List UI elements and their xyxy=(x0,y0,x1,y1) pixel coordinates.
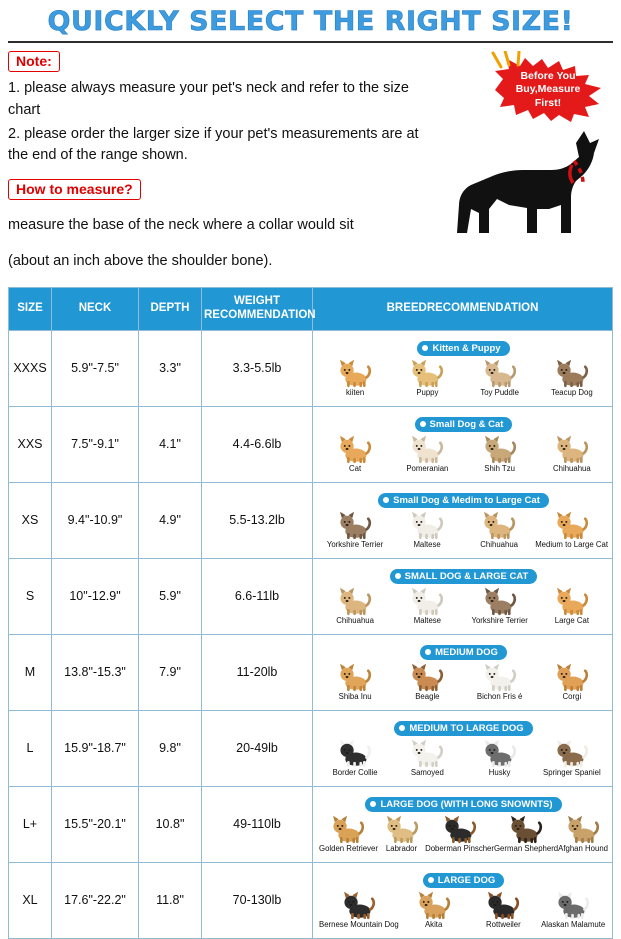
chihuahua-icon xyxy=(337,586,373,616)
yorkshire-terrier-icon xyxy=(337,510,373,540)
breed-item xyxy=(536,738,608,777)
breed-label: Bernese Mountain Dog xyxy=(319,919,399,929)
cell-size: XXXS xyxy=(9,330,52,406)
breed-label: Shiba Inu xyxy=(338,691,372,701)
rottweiler-icon xyxy=(485,890,521,920)
breed-list xyxy=(319,586,608,625)
breed-label: Large Cat xyxy=(554,615,589,625)
breed-label: Afghan Hound xyxy=(558,843,608,853)
breed-label: Yorkshire Terrier xyxy=(326,539,384,549)
breed-list xyxy=(319,814,608,853)
malamute-icon xyxy=(555,890,591,920)
beagle-icon xyxy=(409,662,445,692)
header-breed: BREEDRECOMMENDATION xyxy=(313,288,613,331)
cell-neck: 7.5"-9.1" xyxy=(52,406,139,482)
breed-item xyxy=(391,434,463,473)
breed-item xyxy=(319,814,378,853)
cell-breed-recommendation xyxy=(313,482,613,558)
breed-item xyxy=(536,662,608,701)
note-section xyxy=(8,51,613,273)
table-row xyxy=(9,406,613,482)
breed-label: Corgi xyxy=(562,691,582,701)
cell-breed-recommendation xyxy=(313,330,613,406)
bernese-icon xyxy=(341,890,377,920)
breed-list xyxy=(319,738,608,777)
breed-label: Rottweiler xyxy=(486,919,521,929)
yorkshire-terrier-icon xyxy=(482,586,518,616)
cell-neck: 10"-12.9" xyxy=(52,558,139,634)
samoyed-icon xyxy=(409,738,445,768)
table-row xyxy=(9,330,613,406)
afghan-hound-icon xyxy=(565,814,601,844)
cell-size: XL xyxy=(9,862,52,938)
badge-line-1: Before You xyxy=(520,70,576,83)
cell-depth: 7.9" xyxy=(139,634,202,710)
breed-label: Beagle xyxy=(415,691,440,701)
breed-item xyxy=(319,662,391,701)
german-shepherd-icon xyxy=(508,814,544,844)
breed-item xyxy=(536,586,608,625)
cell-weight: 11-20lb xyxy=(202,634,313,710)
measure-first-badge xyxy=(489,57,607,123)
cell-weight: 70-130lb xyxy=(202,862,313,938)
breed-list xyxy=(319,662,608,701)
breed-label: Samoyed xyxy=(410,767,444,777)
breed-list xyxy=(319,434,608,473)
breed-item xyxy=(535,510,608,549)
breed-label: Husky xyxy=(488,767,511,777)
breed-item xyxy=(469,890,539,929)
breed-label: Puppy xyxy=(416,387,439,397)
pill-dot-icon xyxy=(422,345,428,351)
pomeranian-icon xyxy=(409,434,445,464)
breed-label: Springer Spaniel xyxy=(543,767,601,777)
breed-item xyxy=(494,814,558,853)
breed-item xyxy=(538,890,608,929)
cell-depth: 11.8" xyxy=(139,862,202,938)
how-line-1: measure the base of the neck where a collar would sit xyxy=(8,216,354,233)
dog-silhouette-icon xyxy=(433,113,613,243)
cell-breed-recommendation xyxy=(313,786,613,862)
breed-item xyxy=(464,358,536,397)
breed-item xyxy=(391,662,463,701)
breed-label: Cat xyxy=(349,463,362,473)
pill-dot-icon xyxy=(370,801,376,807)
page-title: QUICKLY SELECT THE RIGHT SIZE! xyxy=(47,6,574,37)
maltese-icon xyxy=(409,586,445,616)
badge-line-2: Buy,Measure xyxy=(515,83,581,96)
cell-neck: 17.6"-22.2" xyxy=(52,862,139,938)
breed-item xyxy=(319,358,391,397)
pill-dot-icon xyxy=(399,725,405,731)
breed-label: Yorkshire Terrier xyxy=(471,615,528,625)
how-to-measure-tag: How to measure? xyxy=(8,179,141,200)
breed-category-label: LARGE DOG (WITH LONG SNOWNTS) xyxy=(380,798,553,810)
breed-item xyxy=(536,358,608,397)
husky-icon xyxy=(482,738,518,768)
poodle-icon xyxy=(482,358,518,388)
breed-item xyxy=(378,814,425,853)
doberman-icon xyxy=(442,814,478,844)
header-size: SIZE xyxy=(9,288,52,331)
breed-list xyxy=(319,358,608,397)
cell-breed-recommendation xyxy=(313,406,613,482)
cat-icon xyxy=(337,358,373,388)
breed-category-pill xyxy=(394,721,532,736)
cell-neck: 15.9"-18.7" xyxy=(52,710,139,786)
cell-neck: 5.9"-7.5" xyxy=(52,330,139,406)
breed-item xyxy=(463,510,535,549)
table-row xyxy=(9,634,613,710)
shiba-inu-icon xyxy=(337,662,373,692)
breed-category-pill xyxy=(417,341,509,356)
breed-label: Pomeranian xyxy=(406,463,449,473)
breed-label: Bichon Fris é xyxy=(476,691,523,701)
breed-item xyxy=(391,738,463,777)
breed-category-label: Small Dog & Medim to Large Cat xyxy=(393,494,540,506)
breed-item xyxy=(319,890,399,929)
breed-label: Chihuahua xyxy=(336,615,374,625)
breed-item xyxy=(319,510,391,549)
pill-dot-icon xyxy=(420,421,426,427)
pill-dot-icon xyxy=(425,649,431,655)
cell-neck: 9.4"-10.9" xyxy=(52,482,139,558)
breed-category-label: SMALL DOG & LARGE CAT xyxy=(404,570,529,582)
breed-category-pill xyxy=(415,417,513,432)
breed-item xyxy=(425,814,494,853)
breed-label: Maltese xyxy=(413,615,442,625)
how-to-measure-body xyxy=(8,215,448,273)
cell-depth: 9.8" xyxy=(139,710,202,786)
note-line-1: 1. please always measure your pet's neck and refer to the size chart xyxy=(8,80,409,118)
labrador-icon xyxy=(384,814,420,844)
table-body xyxy=(9,330,613,938)
breed-label: Alaskan Malamute xyxy=(541,919,606,929)
breed-item xyxy=(464,586,536,625)
breed-label: German Shepherd xyxy=(493,843,559,853)
note-line-2: 2. please order the larger size if your pet's measurements are at the end of the range shown. xyxy=(8,125,419,164)
cell-weight: 6.6-11lb xyxy=(202,558,313,634)
maltese-icon xyxy=(409,510,445,540)
breed-label: Chihuahua xyxy=(480,539,519,549)
cat-icon xyxy=(554,510,590,540)
table-row xyxy=(9,786,613,862)
shih-tzu-icon xyxy=(482,434,518,464)
breed-category-label: MEDIUM DOG xyxy=(435,646,498,658)
cell-depth: 4.1" xyxy=(139,406,202,482)
akita-icon xyxy=(416,890,452,920)
how-line-2: (about an inch above the shoulder bone). xyxy=(8,252,273,269)
breed-item xyxy=(319,586,391,625)
cell-size: M xyxy=(9,634,52,710)
cell-weight: 20-49lb xyxy=(202,710,313,786)
breed-label: kiiten xyxy=(346,387,365,397)
border-collie-icon xyxy=(337,738,373,768)
cell-neck: 13.8"-15.3" xyxy=(52,634,139,710)
bichon-frise-icon xyxy=(482,662,518,692)
pill-dot-icon xyxy=(428,877,434,883)
cell-depth: 4.9" xyxy=(139,482,202,558)
header-depth: DEPTH xyxy=(139,288,202,331)
title-divider xyxy=(8,41,613,43)
breed-item xyxy=(391,358,463,397)
cell-breed-recommendation xyxy=(313,634,613,710)
breed-list xyxy=(319,510,608,549)
cell-weight: 3.3-5.5lb xyxy=(202,330,313,406)
breed-label: Toy Puddle xyxy=(480,387,519,397)
breed-category-pill xyxy=(423,873,505,888)
breed-label: Medium to Large Cat xyxy=(535,539,608,549)
badge-line-3: First! xyxy=(534,96,562,109)
chihuahua-icon xyxy=(481,510,517,540)
breed-category-pill xyxy=(420,645,507,660)
breed-category-label: MEDIUM TO LARGE DOG xyxy=(409,722,524,734)
breed-category-label: LARGE DOG xyxy=(437,874,496,886)
size-chart-page xyxy=(0,6,621,929)
cat-icon xyxy=(337,434,373,464)
header-weight: WEIGHT RECOMMENDATION xyxy=(202,288,313,331)
breed-category-pill xyxy=(365,797,561,812)
pill-dot-icon xyxy=(383,497,389,503)
cell-depth: 3.3" xyxy=(139,330,202,406)
cell-breed-recommendation xyxy=(313,558,613,634)
corgi-icon xyxy=(554,662,590,692)
breed-category-pill xyxy=(390,569,538,584)
breed-label: Border Collie xyxy=(332,767,378,777)
breed-label: Shih Tzu xyxy=(484,463,515,473)
header-neck: NECK xyxy=(52,288,139,331)
cell-size: L+ xyxy=(9,786,52,862)
golden-retriever-icon xyxy=(330,814,366,844)
breed-item xyxy=(464,662,536,701)
cell-breed-recommendation xyxy=(313,710,613,786)
chihuahua-icon xyxy=(554,434,590,464)
cell-size: XXS xyxy=(9,406,52,482)
cell-depth: 10.8" xyxy=(139,786,202,862)
table-row xyxy=(9,862,613,938)
breed-item xyxy=(558,814,608,853)
measure-illustration xyxy=(433,53,613,248)
cell-depth: 5.9" xyxy=(139,558,202,634)
teacup-dog-icon xyxy=(554,358,590,388)
breed-item xyxy=(319,434,391,473)
breed-item xyxy=(464,434,536,473)
table-header-row xyxy=(9,288,613,331)
table-header xyxy=(9,288,613,331)
cell-breed-recommendation xyxy=(313,862,613,938)
breed-item xyxy=(399,890,469,929)
breed-label: Labrador xyxy=(385,843,418,853)
puppy-icon xyxy=(409,358,445,388)
breed-item xyxy=(536,434,608,473)
breed-label: Chihuahua xyxy=(553,463,591,473)
breed-label: Golden Retriever xyxy=(319,843,378,853)
note-body xyxy=(8,78,438,167)
cell-weight: 4.4-6.6lb xyxy=(202,406,313,482)
cell-neck: 15.5"-20.1" xyxy=(52,786,139,862)
breed-item xyxy=(391,586,463,625)
table-row xyxy=(9,710,613,786)
breed-list xyxy=(319,890,608,929)
cat-icon xyxy=(554,586,590,616)
cell-size: XS xyxy=(9,482,52,558)
breed-category-label: Small Dog & Cat xyxy=(429,418,504,430)
breed-item xyxy=(319,738,391,777)
table-row xyxy=(9,558,613,634)
cell-size: L xyxy=(9,710,52,786)
cell-weight: 5.5-13.2lb xyxy=(202,482,313,558)
breed-item xyxy=(391,510,463,549)
breed-category-pill xyxy=(378,493,549,508)
note-tag: Note: xyxy=(8,51,60,72)
breed-category-label: Kitten & Puppy xyxy=(432,342,501,354)
breed-label: Teacup Dog xyxy=(551,387,593,397)
breed-item xyxy=(464,738,536,777)
size-table xyxy=(8,287,613,939)
pill-dot-icon xyxy=(395,573,401,579)
springer-spaniel-icon xyxy=(554,738,590,768)
table-row xyxy=(9,482,613,558)
badge-text xyxy=(489,57,607,123)
breed-label: Akita xyxy=(424,919,443,929)
breed-label: Doberman Pinscher xyxy=(425,843,494,853)
cell-size: S xyxy=(9,558,52,634)
breed-label: Maltese xyxy=(413,539,441,549)
cell-weight: 49-110lb xyxy=(202,786,313,862)
